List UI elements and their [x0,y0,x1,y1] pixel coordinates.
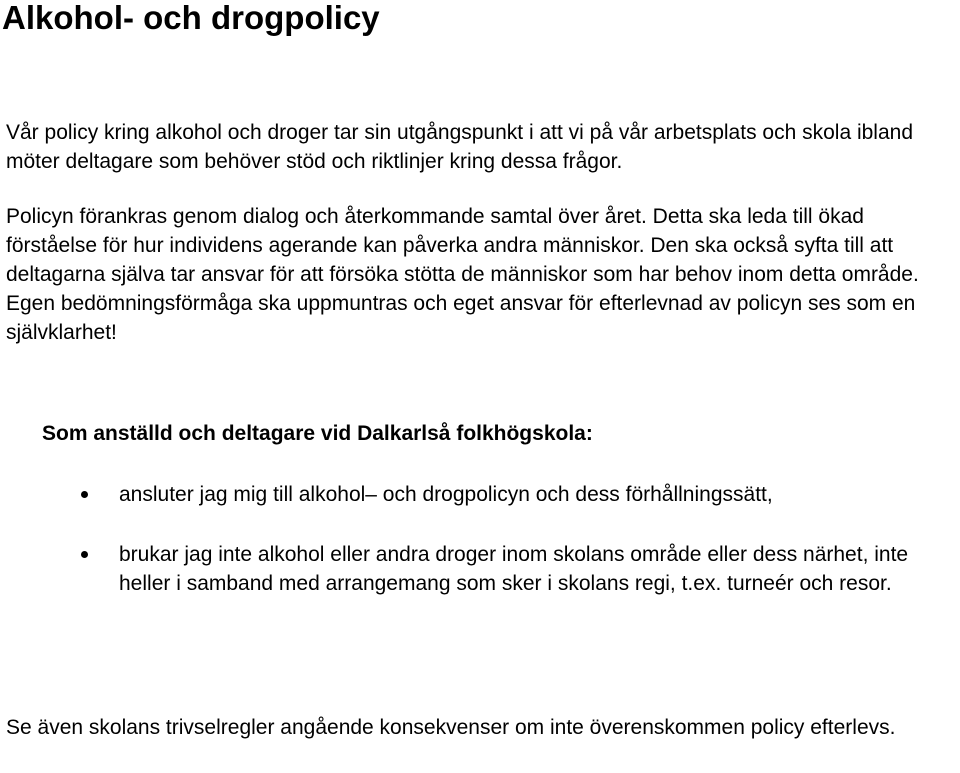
closing-paragraph: Se även skolans trivselregler angående konsekvenser om inte överenskommen policy efterlevs. [6,716,896,739]
bullet-icon [81,491,88,498]
list-item [0,540,949,598]
commitment-heading: Som anställd och deltagare vid Dalkarlså folkhögskola: [42,422,593,445]
list-item [0,480,949,509]
commitment-list [0,480,960,629]
list-item-text: brukar jag inte alkohol eller andra droger inom skolans område eller dess närhet, inte heller i samband med arrangemang som sker i skolans regi, t.ex. turneér och resor. [119,543,909,595]
list-item-text: ansluter jag mig till alkohol– och drogpolicyn och dess förhållningssätt, [119,483,773,506]
policy-paragraph: Policyn förankras genom dialog och återkommande samtal över året. Detta ska leda till ökad förståelse för hur individens agerande kan påverka andra människor. Den ska också syfta till att deltagarna själva tar ansvar för att försöka stötta de människor som har behov inom detta område. Egen bedömningsförmåga ska uppmuntras och eget ansvar för efterlevnad av policyn ses som en självklarhet! [6,205,919,344]
intro-paragraph: Vår policy kring alkohol och droger tar sin utgångspunkt i att vi på vår arbetsplats och skola ibland möter deltagare som behöver stöd och riktlinjer kring dessa frågor. [6,121,913,173]
bullet-icon [81,551,88,558]
page-title: Alkohol- och drogpolicy [2,0,380,36]
